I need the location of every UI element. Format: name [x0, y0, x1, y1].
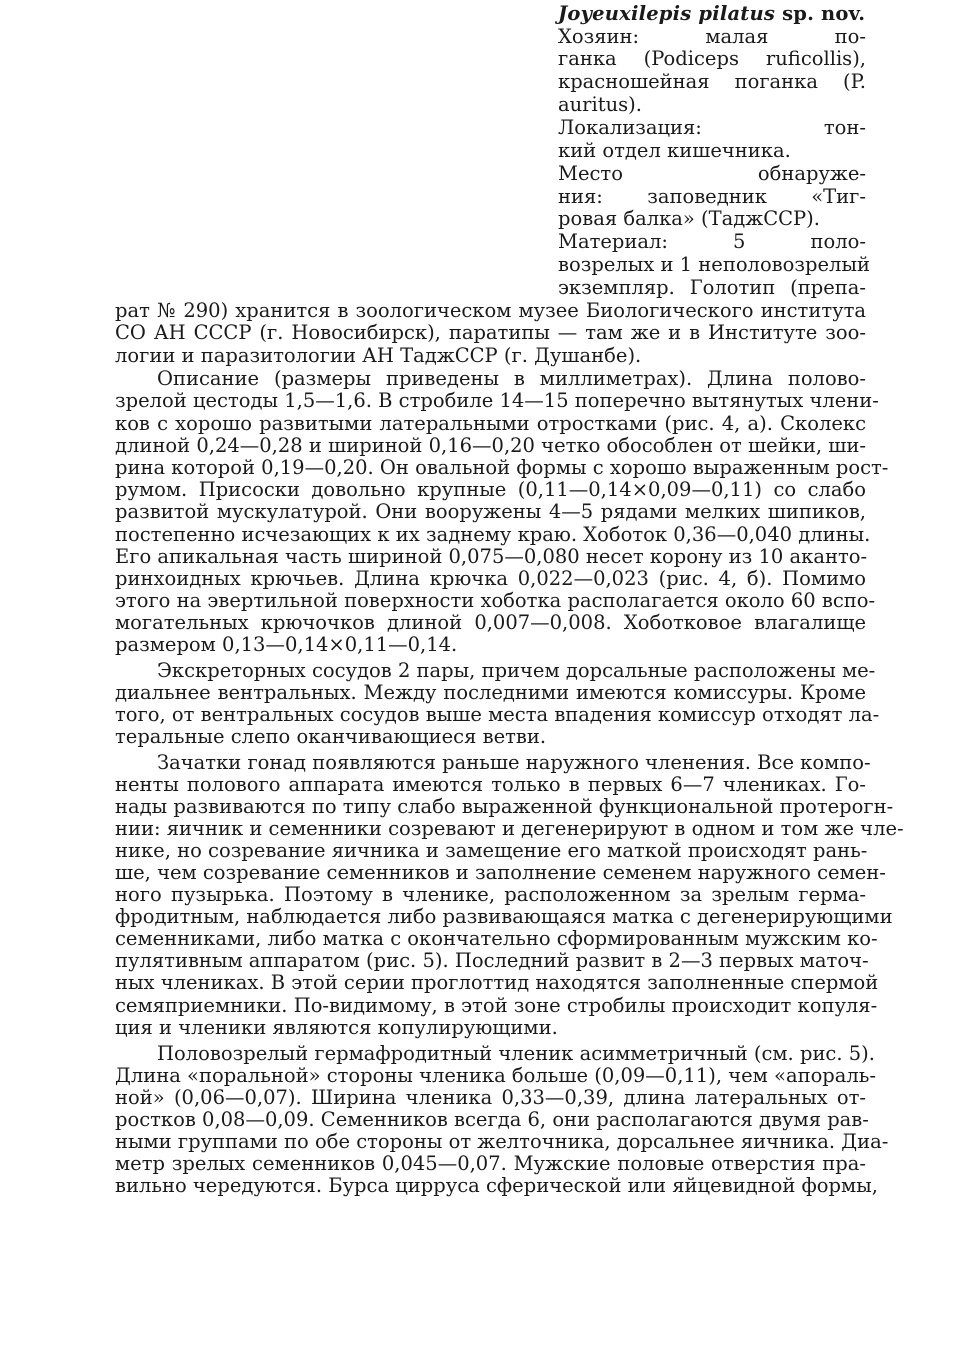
text-line: ной» (0,06—0,07). Ширина членика 0,33—0,39, длина латеральных от-: [115, 1086, 866, 1109]
text-line: семяприемники. По-видимому, в этой зоне стробилы происходит копуля-: [115, 994, 878, 1017]
text-line: фродитным, наблюдается либо развивающаяся матка с дегенерирующими: [115, 905, 893, 928]
text-line: ринхоидных крючьев. Длина крючка 0,022—0,023 (рис. 4, б). Помимо: [115, 567, 866, 590]
text-line: нии: яичник и семенники созревают и дегенерируют в одном и том же чле-: [115, 817, 904, 840]
text-line: могательных крючочков длиной 0,007—0,008. Хоботковое влагалище: [115, 611, 866, 634]
text-line: логии и паразитологии АН ТаджССР (г. Душанбе).: [115, 344, 642, 367]
species-status: sp. nov.: [782, 2, 866, 25]
text-line: Локализация: тон-: [558, 116, 866, 139]
text-line: кий отдел кишечника.: [558, 139, 791, 162]
text-line: Хозяин: малая по-: [558, 25, 866, 48]
text-line: красношейная поганка (P.: [558, 70, 866, 93]
text-line: Зачатки гонад появляются раньше наружного членения. Все компо-: [157, 751, 871, 774]
text-line: Описание (размеры приведены в миллиметрах). Длина полово-: [157, 367, 866, 390]
species-name: Joyeuxilepis pilatus: [558, 2, 776, 25]
text-line: теральные слепо оканчивающиеся ветви.: [115, 725, 547, 748]
text-line: постепенно исчезающих к их заднему краю. Хоботок 0,36—0,040 длины.: [115, 523, 871, 546]
text-line: зрелой цестоды 1,5—1,6. В стробиле 14—15 поперечно вытянутых члени-: [115, 389, 879, 412]
text-line: ненты полового аппарата имеются только в первых 6—7 члениках. Го-: [115, 773, 866, 796]
text-line: нады развиваются по типу слабо выраженной функциональной протерогн-: [115, 795, 894, 818]
text-line: Место обнаруже-: [558, 162, 866, 185]
text-line: метр зрелых семенников 0,045—0,07. Мужские половые отверстия пра-: [115, 1152, 866, 1175]
text-line: пулятивным аппаратом (рис. 5). Последний развит в 2—3 первых маточ-: [115, 949, 869, 972]
text-line: ганка (Podiceps ruficollis),: [558, 47, 866, 70]
text-line: ного пузырька. Поэтому в членике, расположенном за зрелым гермa-: [115, 883, 866, 906]
text-line: вильно чередуются. Бурса цирруса сферической или яйцевидной формы,: [115, 1174, 878, 1197]
text-line: этого на эвертильной поверхности хоботка располагается около 60 вспо-: [115, 589, 876, 612]
text-line: возрелых и 1 неполовозрелый: [558, 253, 870, 276]
text-line: ровая балка» (ТаджССР).: [558, 207, 820, 230]
text-line: румом. Присоски довольно крупные (0,11—0,14×0,09—0,11) со слабо: [115, 478, 866, 501]
text-line: Длина «поральной» стороны членика больше (0,09—0,11), чем «апораль-: [115, 1064, 877, 1087]
text-line: Половозрелый гермафродитный членик асимметричный (см. рис. 5).: [157, 1042, 875, 1065]
text-line: семенниками, либо матка с окончательно сформированным мужским ко-: [115, 927, 878, 950]
species-heading: [558, 2, 866, 25]
text-line: экземпляр. Голотип (препа-: [558, 276, 866, 299]
text-line: ше, чем созревание семенников и заполнение семенем наружного семен-: [115, 861, 886, 884]
text-line: Материал: 5 поло-: [558, 230, 866, 253]
text-line: СО АН СССР (г. Новосибирск), паратипы — там же и в Институте зоо-: [115, 321, 866, 344]
text-line: auritus).: [558, 93, 642, 116]
text-line: ния: заповедник «Тиг-: [558, 185, 866, 208]
text-line: ростков 0,08—0,09. Семенников всегда 6, они располагаются двумя рав-: [115, 1108, 869, 1131]
text-line: ными группами по обе стороны от желточника, дорсальнее яичника. Диа-: [115, 1130, 889, 1153]
text-line: развитой мускулатурой. Они вооружены 4—5 рядами мелких шипиков,: [115, 500, 866, 523]
text-line: размером 0,13—0,14×0,11—0,14.: [115, 633, 458, 656]
text-line: диальнее вентральных. Между последними имеются комиссуры. Кроме: [115, 681, 866, 704]
text-line: рина которой 0,19—0,20. Он овальной формы с хорошо выраженным рост-: [115, 456, 889, 479]
text-line: рат № 290) хранится в зоологическом музее Биологического института: [115, 299, 866, 322]
text-line: ных члениках. В этой серии проглоттид находятся заполненные спермой: [115, 971, 879, 994]
text-line: ков с хорошо развитыми латеральными отростками (рис. 4, а). Сколекс: [115, 412, 866, 435]
text-line: того, от вентральных сосудов выше места впадения комиссур отходят ла-: [115, 703, 880, 726]
text-line: Его апикальная часть шириной 0,075—0,080 несет корону из 10 аканто-: [115, 545, 868, 568]
text-line: длиной 0,24—0,28 и шириной 0,16—0,20 четко обособлен от шейки, ши-: [115, 434, 866, 457]
text-line: нике, но созревание яичника и замещение его маткой происходят рань-: [115, 839, 868, 862]
text-line: ция и членики являются копулирующими.: [115, 1016, 558, 1039]
text-line: Экскреторных сосудов 2 пары, причем дорсальные расположены ме-: [157, 659, 876, 682]
